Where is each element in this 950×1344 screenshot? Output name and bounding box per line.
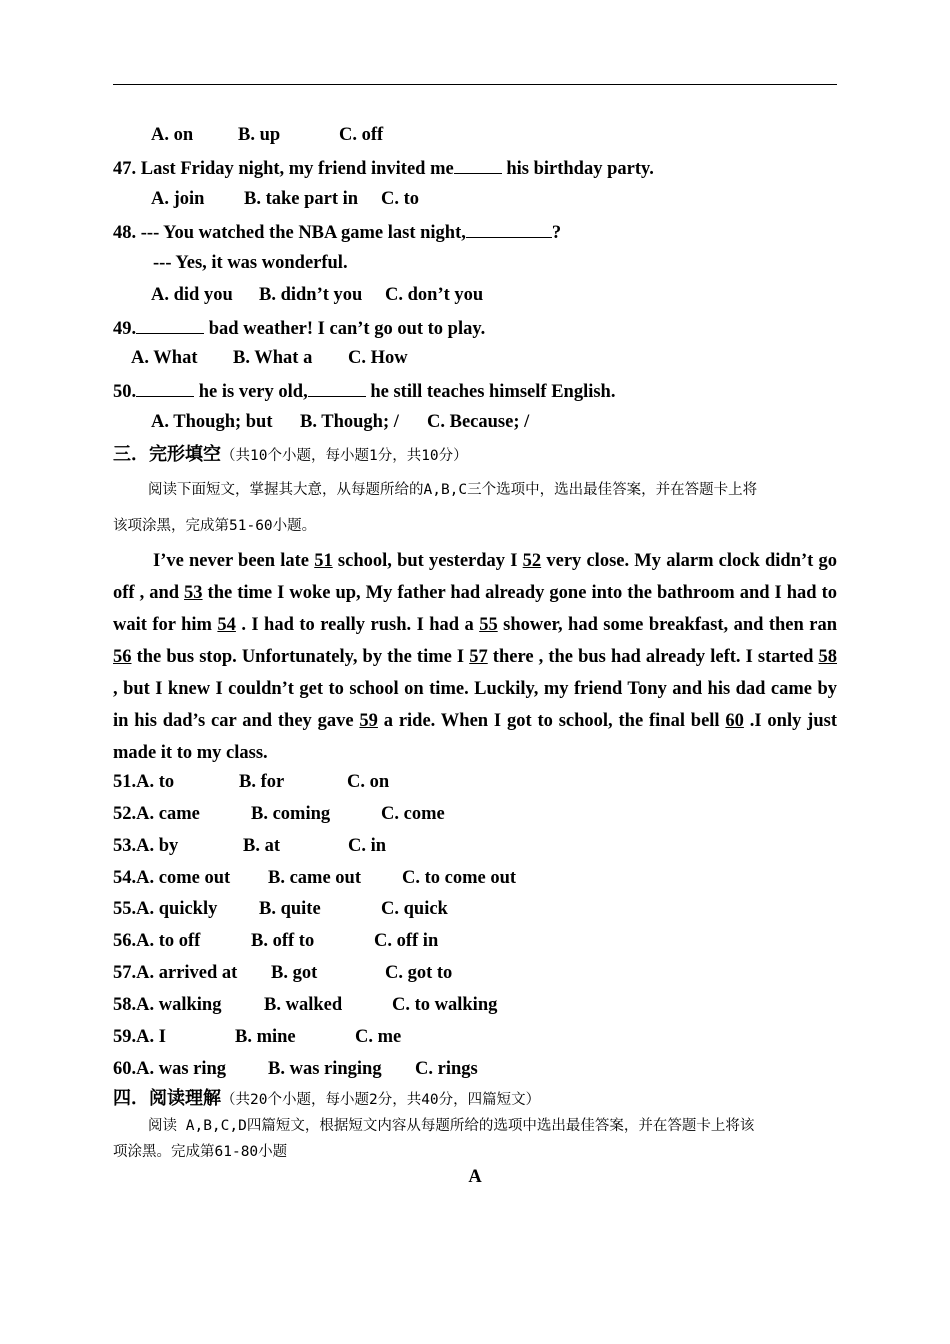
blank-57: 57 <box>469 647 488 667</box>
passage-text: school, but yesterday I <box>332 551 523 571</box>
option-a: 54.A. come out <box>113 868 231 888</box>
option-b: B. quite <box>259 899 321 919</box>
option-b: B. What a <box>233 348 313 368</box>
passage-text: very close. My alarm clock didn’t go off , and <box>113 551 838 603</box>
question-number: 49. <box>113 319 137 339</box>
option-a: A. on <box>151 125 194 145</box>
section-4-instructions-cont: 项涂黑。完成第61-80小题 <box>113 1144 288 1160</box>
option-a: 58.A. walking <box>113 995 222 1015</box>
option-c: C. on <box>347 772 390 792</box>
blank-54: 54 <box>217 615 236 635</box>
answer-blank-1 <box>136 378 194 397</box>
header-rule <box>113 84 837 85</box>
option-b: B. coming <box>251 804 331 824</box>
option-b: B. Though; / <box>300 412 399 432</box>
passage-text: the time I woke up, My father had already gone into the bathroom and I had to wait for him <box>113 583 838 635</box>
option-b: B. off to <box>251 931 315 951</box>
section-4-instructions: 阅读 A,B,C,D四篇短文，根据短文内容从每题所给的选项中选出最佳答案，并在答题卡上将该 <box>148 1118 755 1134</box>
option-c: C. off <box>339 125 384 145</box>
option-b: B. take part in <box>244 189 359 209</box>
passage-text: . I had to really rush. I had a <box>235 615 480 635</box>
option-a: A. join <box>151 189 205 209</box>
section-4-heading <box>113 1087 837 1112</box>
option-b: B. for <box>239 772 285 792</box>
option-a: 51.A. to <box>113 772 175 792</box>
question-47 <box>113 155 837 181</box>
section-3-instructions-cont: 该项涂黑，完成第51-60小题。 <box>113 518 317 534</box>
option-c: C. to come out <box>402 868 517 888</box>
option-c: C. me <box>355 1027 402 1047</box>
option-b: B. got <box>271 963 318 983</box>
passage-text: there , the bus had already left. I started <box>487 647 819 667</box>
option-c: C. How <box>348 348 408 368</box>
blank-60: 60 <box>725 711 744 731</box>
section-3-heading <box>113 443 837 468</box>
passage-text: the bus stop. Unfortunately, by the time I <box>131 647 470 667</box>
blank-56: 56 <box>113 647 132 667</box>
option-a: 60.A. was ring <box>113 1059 227 1079</box>
option-a: 55.A. quickly <box>113 899 218 919</box>
option-c: C. don’t you <box>385 285 484 305</box>
blank-52: 52 <box>522 551 542 571</box>
question-49 <box>113 315 837 341</box>
blank-58: 58 <box>818 647 837 667</box>
option-a: 52.A. came <box>113 804 200 824</box>
blank-55: 55 <box>479 615 498 635</box>
passage-a-label: A <box>468 1167 482 1187</box>
option-a: 56.A. to off <box>113 931 201 951</box>
option-c: C. got to <box>385 963 453 983</box>
option-c: C. rings <box>415 1059 478 1079</box>
passage-text: .I only just made it to my class. <box>113 711 837 763</box>
passage-text: shower, had some breakfast, and then ran <box>497 615 838 635</box>
section-title: 四．阅读理解 <box>113 1088 221 1109</box>
option-b: B. up <box>238 125 281 145</box>
section-note: （共20个小题，每小题2分，共40分，四篇短文） <box>221 1092 541 1108</box>
question-number: 50. <box>113 382 137 402</box>
option-b: B. came out <box>268 868 361 888</box>
option-a: 57.A. arrived at <box>113 963 238 983</box>
question-text-end: he still teaches himself English. <box>365 382 616 402</box>
option-c: C. to walking <box>392 995 498 1015</box>
option-a: A. did you <box>151 285 233 305</box>
passage-text: a ride. When I got to school, the final bell <box>377 711 726 731</box>
question-50 <box>113 378 837 404</box>
option-a: 59.A. I <box>113 1027 166 1047</box>
option-c: C. off in <box>374 931 439 951</box>
option-b: B. at <box>243 836 280 856</box>
question-text: 47. Last Friday night, my friend invited me <box>113 159 454 179</box>
blank-53: 53 <box>184 583 203 603</box>
option-a: A. Though; but <box>151 412 273 432</box>
blank-51: 51 <box>314 551 333 571</box>
passage-text: , but I knew I couldn’t get to school on time. Luckily, my friend Tony and his dad came by in his dad’s car and they gave <box>113 679 837 731</box>
blank-59: 59 <box>359 711 378 731</box>
section-3-instructions: 阅读下面短文，掌握其大意，从每题所给的A,B,C三个选项中，选出最佳答案，并在答题卡上将 <box>148 482 758 498</box>
option-c: C. Because; / <box>427 412 530 432</box>
option-c: C. to <box>381 189 420 209</box>
question-text-end: his birthday party. <box>501 159 654 179</box>
answer-blank <box>454 155 502 174</box>
question-text-end: ? <box>551 223 562 243</box>
passage-text: I’ve never been late <box>153 551 315 571</box>
option-c: C. come <box>381 804 445 824</box>
option-a: A. What <box>131 348 198 368</box>
question-text-mid: he is very old, <box>194 382 308 402</box>
answer-blank <box>466 219 552 238</box>
option-b: B. didn’t you <box>259 285 363 305</box>
section-title: 三．完形填空 <box>113 444 221 465</box>
section-note: （共10个小题，每小题1分，共10分） <box>221 448 468 464</box>
question-text: 48. --- You watched the NBA game last night, <box>113 223 466 243</box>
option-b: B. mine <box>235 1027 296 1047</box>
question-text-end: bad weather! I can’t go out to play. <box>204 319 486 339</box>
cloze-passage <box>113 545 837 769</box>
answer-blank-2 <box>308 378 366 397</box>
question-48 <box>113 219 837 245</box>
answer-blank <box>136 315 204 334</box>
option-c: C. in <box>348 836 387 856</box>
option-b: B. was ringing <box>268 1059 382 1079</box>
option-a: 53.A. by <box>113 836 179 856</box>
option-b: B. walked <box>264 995 343 1015</box>
reply-text: --- Yes, it was wonderful. <box>153 253 348 273</box>
option-c: C. quick <box>381 899 448 919</box>
